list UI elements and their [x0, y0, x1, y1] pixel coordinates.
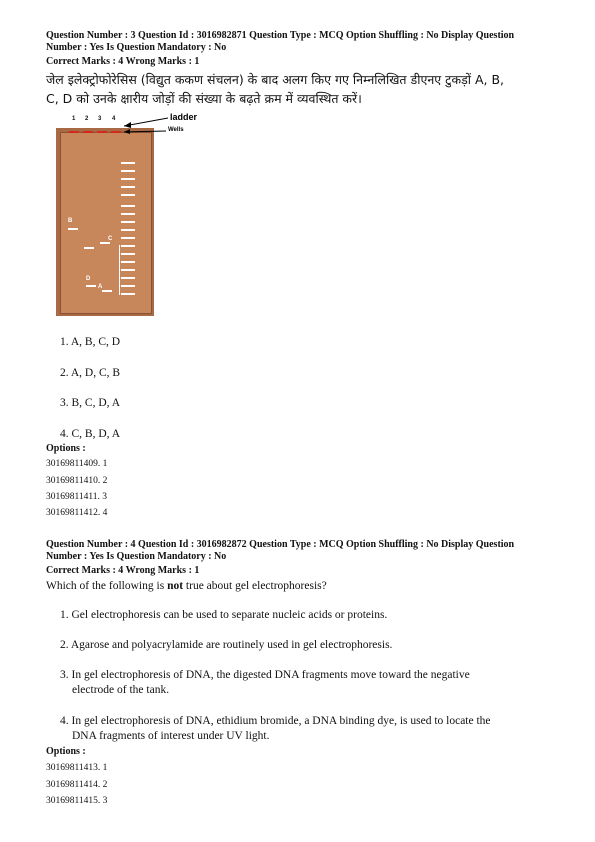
lane-number-2: 2 — [85, 116, 89, 122]
q4-choice-3: 3. In gel electrophoresis of DNA, the digested DNA fragments move toward the negative — [60, 669, 470, 681]
ladder-band — [121, 253, 135, 255]
ladder-band — [121, 269, 135, 271]
lane-number-3: 3 — [98, 116, 102, 122]
ladder-band — [121, 285, 135, 287]
q4-choice-1: 1. Gel electrophoresis can be used to separate nucleic acids or proteins. — [60, 609, 388, 621]
q4-marks: Correct Marks : 4 Wrong Marks : 1 — [46, 565, 200, 576]
ladder-band — [121, 178, 135, 180]
q3-choice-2: 2. A, D, C, B — [60, 367, 121, 379]
q3-text-line2: C, D को उनके क्षारीय जोड़ों की संख्या के बढ़ते क्रम में व्यवस्थित करें। — [46, 91, 362, 106]
ladder-band — [121, 170, 135, 172]
q4-text-pre: Which of the following is — [46, 580, 168, 592]
ladder-band — [121, 186, 135, 188]
q4-choice-4: 4. In gel electrophoresis of DNA, ethidium bromide, a DNA binding dye, is used to locate the — [60, 715, 491, 727]
band-label-a: A — [98, 284, 103, 290]
q4-option-id-1: 30169811413. 1 — [46, 763, 108, 773]
band-d — [86, 285, 96, 287]
q3-options-label: Options : — [46, 443, 86, 454]
q4-header-line2: Number : Yes Is Question Mandatory : No — [46, 551, 227, 562]
q3-header-line1: Question Number : 3 Question Id : 3016982871 Question Type : MCQ Option Shuffling : No Display Question — [46, 30, 515, 41]
band-c — [84, 247, 94, 249]
q4-choice-2: 2. Agarose and polyacrylamide are routinely used in gel electrophoresis. — [60, 639, 393, 651]
q3-header-line2: Number : Yes Is Question Mandatory : No — [46, 42, 227, 53]
band-label-d: D — [86, 276, 91, 282]
band-label-c: C — [108, 236, 113, 242]
ladder-label: ladder — [170, 112, 198, 122]
ladder-band — [121, 162, 135, 164]
q3-choice-3: 3. B, C, D, A — [60, 397, 121, 409]
q4-option-id-3: 30169811415. 3 — [46, 796, 108, 806]
q4-text-bold: not — [167, 580, 184, 592]
q4-options-label: Options : — [46, 746, 86, 757]
q4-question-text — [46, 578, 566, 594]
ladder-band — [121, 194, 135, 196]
ladder-tick-column — [119, 245, 120, 295]
ladder-band — [121, 261, 135, 263]
q4-choice-3-cont: electrode of the tank. — [72, 684, 170, 696]
q4-option-id-2: 30169811414. 2 — [46, 780, 108, 790]
ladder-band — [121, 237, 135, 239]
q3-option-id-1: 30169811409. 1 — [46, 459, 108, 469]
q3-choice-1: 1. A, B, C, D — [60, 336, 121, 348]
band-b — [68, 228, 78, 230]
lane-number-4: 4 — [112, 116, 116, 122]
band-c-upper — [100, 242, 110, 244]
q4-text-post: true about gel electrophoresis? — [183, 580, 327, 592]
ladder-band — [121, 221, 135, 223]
wells-label: Wells — [168, 127, 184, 133]
q3-option-id-3: 30169811411. 3 — [46, 492, 108, 502]
q3-text-line1: जेल इलेक्ट्रोफोरेसिस (विद्युत ककण संचलन) के बाद अलग किए गए निम्नलिखित डीएनए टुकड़ों A, B, — [46, 72, 505, 87]
ladder-band — [121, 213, 135, 215]
ladder-band — [121, 229, 135, 231]
ladder-band — [121, 293, 135, 295]
ladder-band — [121, 205, 135, 207]
band-label-b: B — [68, 218, 73, 224]
q3-option-id-4: 30169811412. 4 — [46, 508, 108, 518]
ladder-band — [121, 277, 135, 279]
q3-marks: Correct Marks : 4 Wrong Marks : 1 — [46, 56, 200, 67]
q4-choice-4-cont: DNA fragments of interest under UV light. — [72, 730, 270, 742]
q3-option-id-2: 30169811410. 2 — [46, 476, 108, 486]
band-a — [102, 290, 112, 292]
q3-choice-4: 4. C, B, D, A — [60, 428, 121, 440]
q4-header-line1: Question Number : 4 Question Id : 3016982872 Question Type : MCQ Option Shuffling : No Display Question — [46, 539, 515, 550]
lane-number-1: 1 — [72, 116, 76, 122]
ladder-band — [121, 245, 135, 247]
